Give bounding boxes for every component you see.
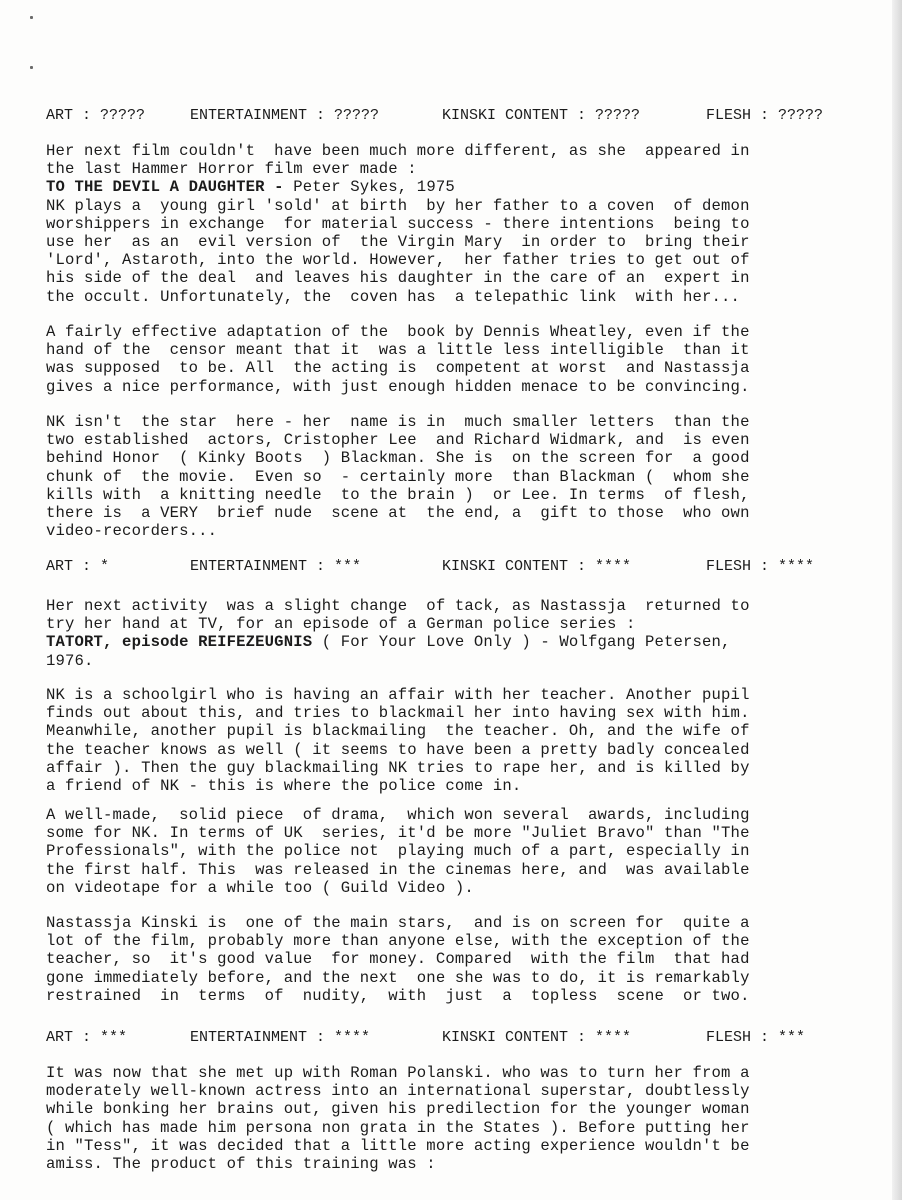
film-heading	[46, 633, 862, 651]
text-line: gone immediately before, and the next one she was to do, it is remarkably	[46, 968, 750, 987]
text-line: a friend of NK - this is where the police come in.	[46, 777, 522, 796]
tatort-kinski-paragraph	[46, 914, 862, 1005]
text-line: the teacher knows as well ( it seems to have been a pretty badly concealed	[46, 740, 750, 759]
text-line: Meanwhile, another pupil is blackmailing the teacher. Oh, and the wife of	[46, 722, 750, 741]
film-heading	[46, 178, 862, 196]
text-line: on videotape for a while too ( Guild Video ).	[46, 878, 474, 897]
art-rating: ART : ***	[46, 1029, 128, 1046]
art-rating: ART : *	[46, 558, 110, 575]
text-line: chunk of the movie. Even so - certainly more than Blackman ( whom she	[46, 467, 750, 486]
page-edge-shadow	[892, 0, 902, 1200]
text-line: some for NK. In terms of UK series, it'd be more "Juliet Bravo" than "The	[46, 824, 750, 843]
text-line: video-recorders...	[46, 522, 218, 541]
text-line: ( which has made him persona non grata in the States ). Before putting her	[46, 1118, 750, 1137]
text-line: amiss. The product of this training was :	[46, 1155, 436, 1174]
text-line: NK isn't the star here - her name is in much smaller letters than the	[46, 413, 750, 431]
rating-line	[46, 1028, 866, 1048]
text-line: try her hand at TV, for an episode of a German police series :	[46, 615, 636, 634]
text-line: affair ). Then the guy blackmailing NK tries to rape her, and is killed by	[46, 758, 750, 777]
flesh-rating: FLESH : ****	[706, 558, 815, 575]
rating-line	[46, 557, 866, 577]
text-line: A fairly effective adaptation of the book by Dennis Wheatley, even if the	[46, 323, 750, 341]
kinski-content-rating: KINSKI CONTENT : ****	[442, 558, 632, 575]
text-line: his side of the deal and leaves his daughter in the care of an expert in	[46, 269, 750, 288]
text-line: lot of the film, probably more than anyone else, with the exception of the	[46, 932, 750, 951]
text-line: worshippers in exchange for material success - there intentions being to	[46, 214, 750, 233]
text-line: there is a VERY brief nude scene at the end, a gift to those who own	[46, 504, 750, 523]
text-line: the last Hammer Horror film ever made :	[46, 160, 417, 179]
text-line: was supposed to be. All the acting is competent at worst and Nastassja	[46, 359, 750, 378]
entertainment-rating: ENTERTAINMENT : ***	[190, 558, 362, 575]
text-line: Nastassja Kinski is one of the main stars, and is on screen for quite a	[46, 914, 750, 932]
film-year: 1976.	[46, 651, 94, 670]
kinski-content-rating: KINSKI CONTENT : ****	[442, 1029, 632, 1046]
flesh-rating: FLESH : ***	[706, 1029, 806, 1046]
text-line: 'Lord', Astaroth, into the world. However, her father tries to get out of	[46, 251, 750, 270]
text-line: finds out about this, and tries to blackmail her into having sex with him.	[46, 704, 750, 723]
text-line: A well-made, solid piece of drama, which won several awards, including	[46, 806, 750, 824]
text-line: the occult. Unfortunately, the coven has a telepathic link with her...	[46, 287, 741, 306]
text-line: kills with a knitting needle to the brain ) or Lee. In terms of flesh,	[46, 485, 750, 504]
tatort-intro-paragraph	[46, 597, 862, 670]
text-line: restrained in terms of nudity, with just a topless scene or two.	[46, 986, 750, 1005]
entertainment-rating: ENTERTAINMENT : ****	[190, 1029, 371, 1046]
text-line: NK is a schoolgirl who is having an affair with her teacher. Another pupil	[46, 686, 750, 704]
polanski-paragraph	[46, 1064, 862, 1173]
text-line: use her as an evil version of the Virgin Mary in order to bring their	[46, 233, 750, 252]
film-title: TO THE DEVIL A DAUGHTER -	[46, 178, 284, 197]
text-line: while bonking her brains out, given his predilection for the younger woman	[46, 1100, 750, 1119]
text-line: the first half. This was released in the cinemas here, and was available	[46, 860, 750, 879]
text-line: It was now that she met up with Roman Polanski. who was to turn her from a	[46, 1064, 750, 1082]
text-line: behind Honor ( Kinky Boots ) Blackman. She is on the screen for a good	[46, 449, 750, 468]
text-line: in "Tess", it was decided that a little more acting experience wouldn't be	[46, 1136, 750, 1155]
entertainment-rating: ENTERTAINMENT : ?????	[190, 107, 380, 124]
film-credit: ( For Your Love Only ) - Wolfgang Petersen,	[312, 633, 731, 652]
tatort-review-paragraph	[46, 806, 862, 897]
text-line: hand of the censor meant that it was a little less intelligible than it	[46, 341, 750, 360]
tatort-synopsis-paragraph	[46, 686, 862, 795]
text-line: moderately well-known actress into an international superstar, doubtlessly	[46, 1082, 750, 1101]
scan-speck	[30, 16, 33, 19]
devil-kinski-paragraph	[46, 413, 862, 540]
scan-speck	[30, 66, 33, 69]
film-title: TATORT, episode REIFEZEUGNIS	[46, 633, 313, 652]
text-line: two established actors, Cristopher Lee and Richard Widmark, and is even	[46, 431, 750, 450]
rating-line	[46, 106, 866, 126]
flesh-rating: FLESH : ?????	[706, 107, 824, 124]
text-line: NK plays a young girl 'sold' at birth by her father to a coven of demon	[46, 196, 750, 215]
devil-review-paragraph	[46, 323, 862, 396]
text-line: Professionals", with the police not playing much of a part, especially in	[46, 842, 750, 861]
text-line: teacher, so it's good value for money. Compared with the film that had	[46, 950, 750, 969]
text-line: Her next film couldn't have been much more different, as she appeared in	[46, 142, 750, 160]
text-line: gives a nice performance, with just enough hidden menace to be convincing.	[46, 377, 750, 396]
text-line: Her next activity was a slight change of tack, as Nastassja returned to	[46, 597, 750, 615]
art-rating: ART : ?????	[46, 107, 146, 124]
kinski-content-rating: KINSKI CONTENT : ?????	[442, 107, 641, 124]
film-credit: Peter Sykes, 1975	[283, 178, 455, 197]
devil-intro-paragraph	[46, 142, 862, 306]
